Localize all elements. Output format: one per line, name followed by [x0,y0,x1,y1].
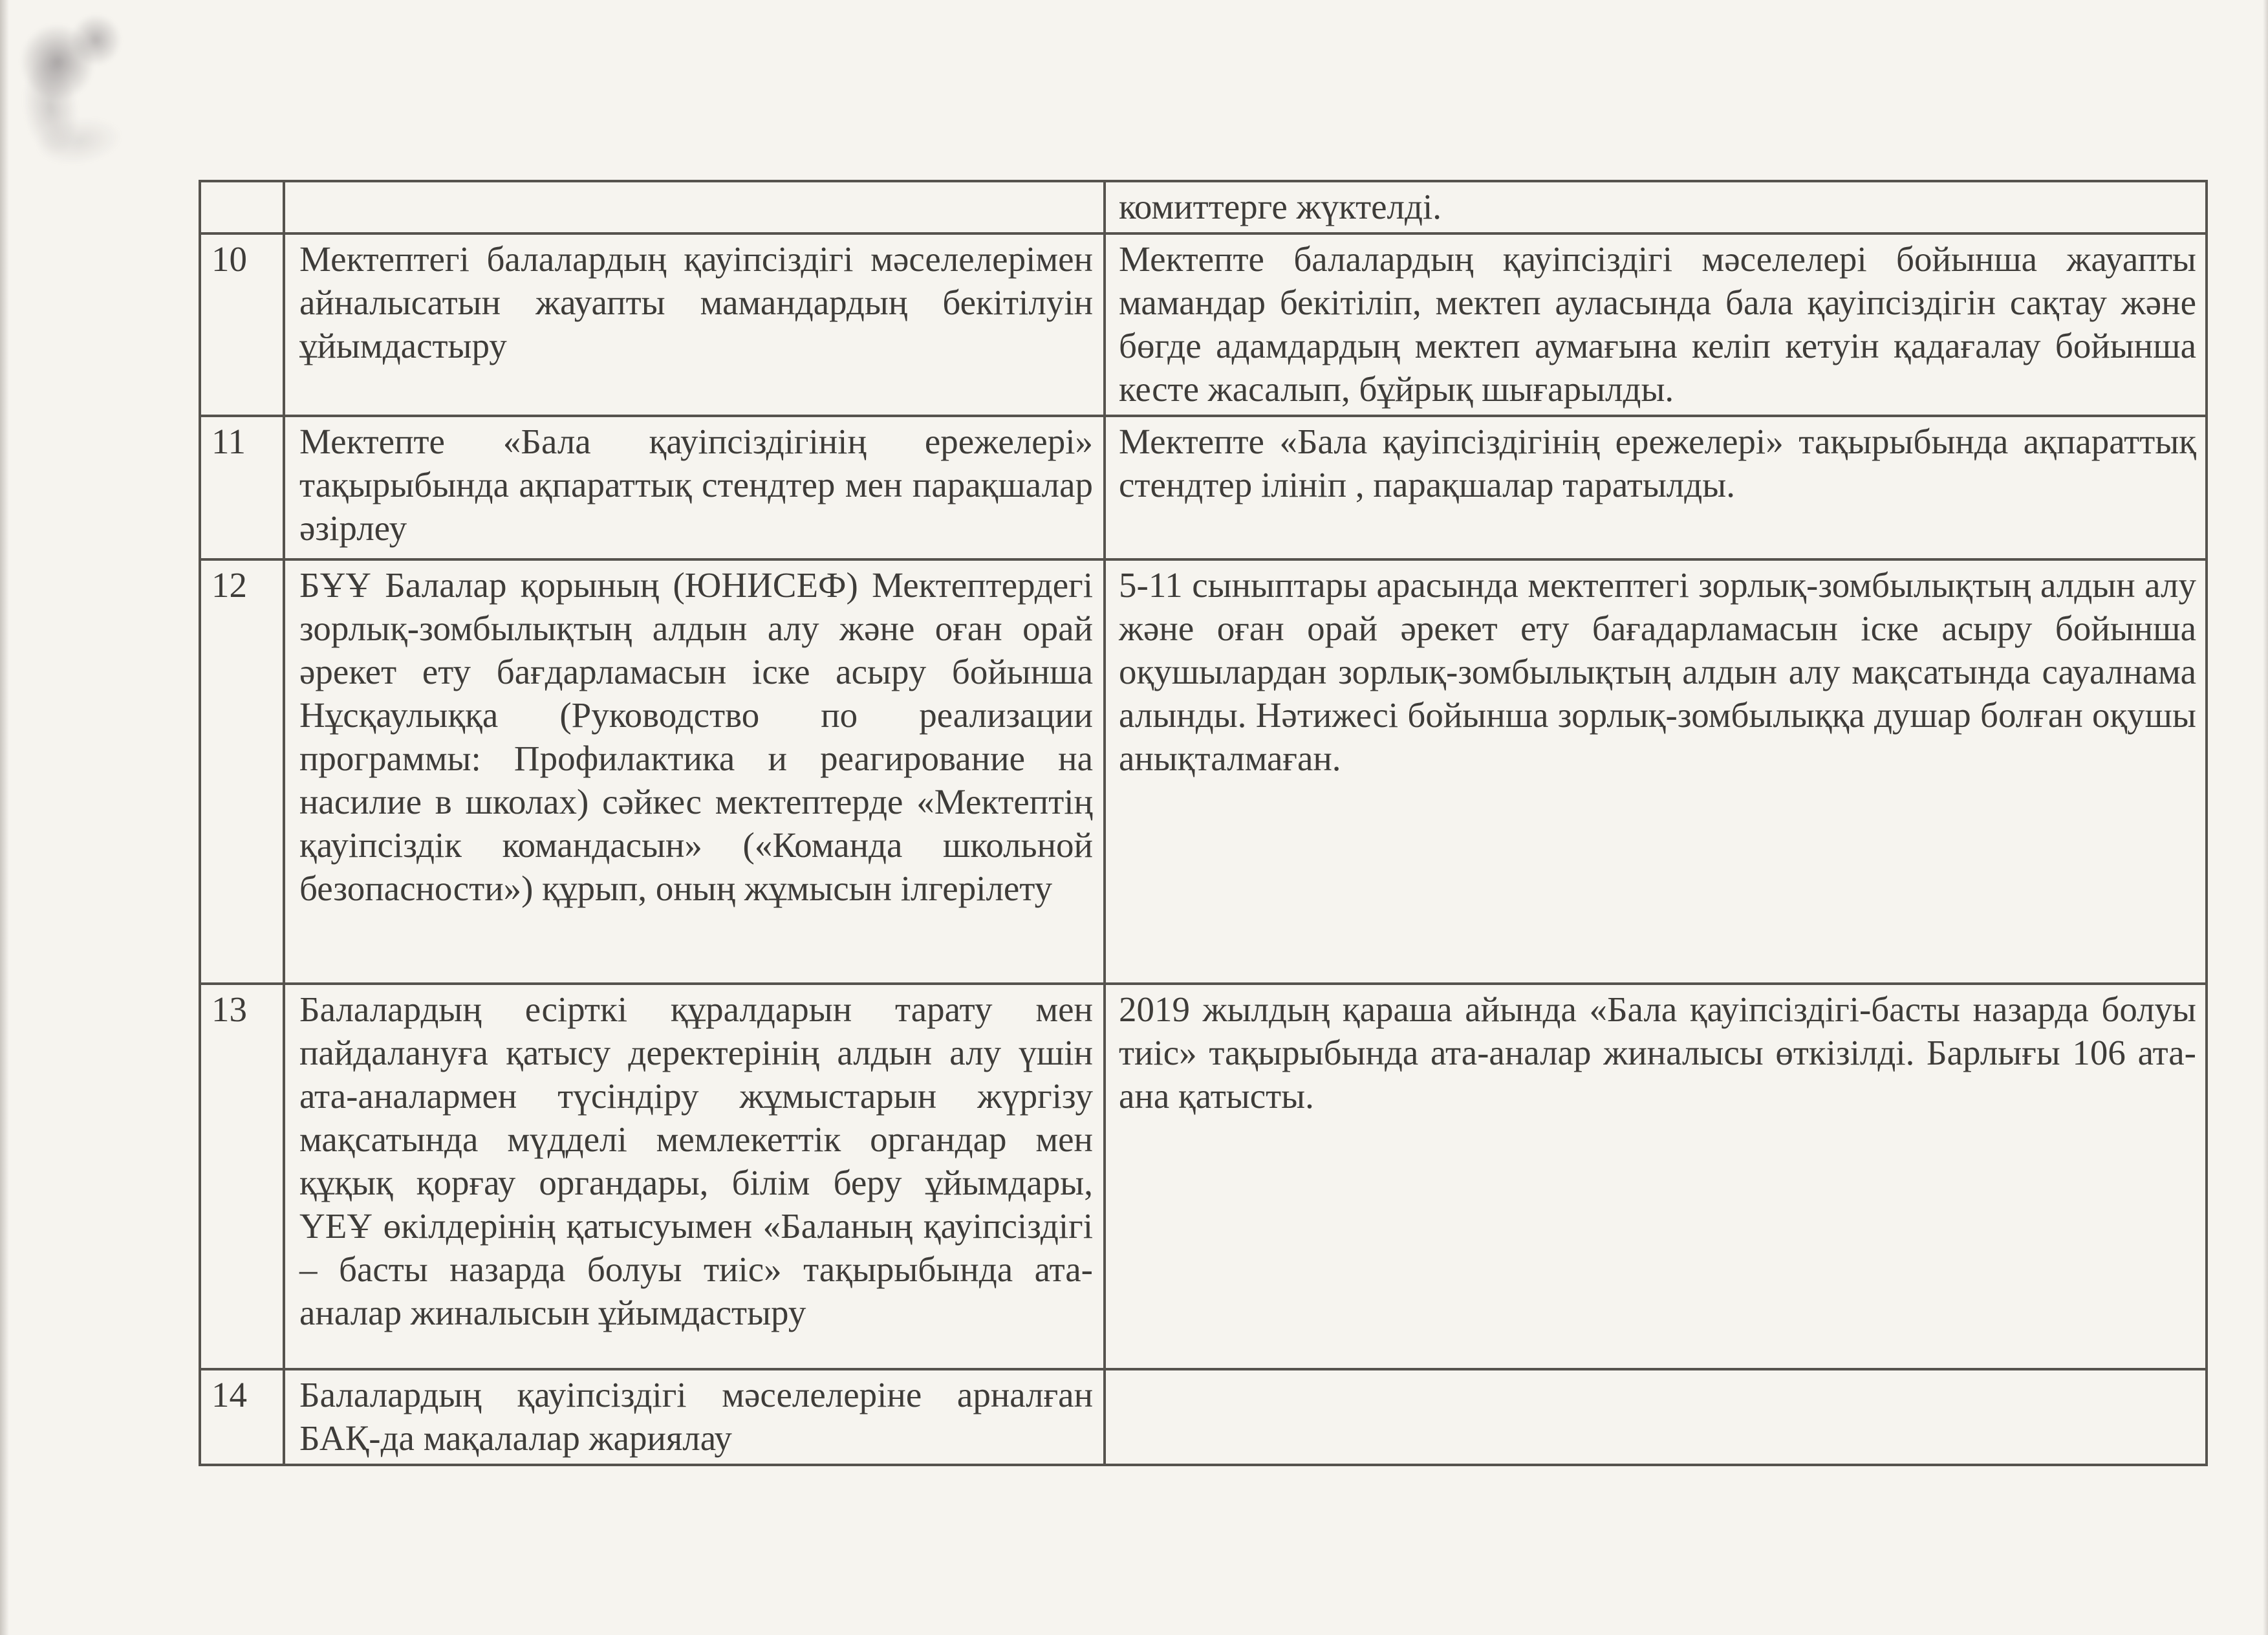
result-cell: комиттерге жүктелді. [1105,181,2207,233]
activity-cell: Мектептегі балалардың қауіпсіздігі мәселелерімен айналысатын жауапты мамандардың бекітілуін ұйымдастыру [284,233,1105,416]
row-number-cell [200,181,284,233]
scan-edge-shadow-left [0,0,9,1635]
result-cell: Мектепте «Бала қауіпсіздігінің ережелері» тақырыбында ақпараттық стендтер ілініп , парақшалар таратылды. [1105,416,2207,559]
ink-smudge-artifact [0,0,150,183]
table-row [200,233,2207,416]
row-number-cell: 11 [200,416,284,559]
activity-cell: Балалардың қауіпсіздігі мәселелеріне арналған БАҚ-да мақалалар жариялау [284,1369,1105,1465]
result-cell: Мектепте балалардың қауіпсіздігі мәселелері бойынша жауапты мамандар бекітіліп, мектеп ауласында бала қауіпсіздігін сақтау және бөгде адамдардың мектеп аумағына келіп кетуін қадағалау бойынша кесте жасалып, бұйрық шығарылды. [1105,233,2207,416]
row-number-cell: 10 [200,233,284,416]
table-row [200,559,2207,984]
row-number-cell: 12 [200,559,284,984]
activity-cell: Балалардың есірткі құралдарын тарату мен пайдалануға қатысу деректерінің алдын алу үшін ата-аналармен түсіндіру жұмыстарын жүргізу мақсатында мүдделі мемлекеттік органдар мен құқық қорғау органдары, білім беру ұйымдары, ҮЕҰ өкілдерінің қатысуымен «Баланың қауіпсіздігі – басты назарда болуы тиіс» тақырыбында ата-аналар жиналысын ұйымдастыру [284,984,1105,1369]
table-row [200,416,2207,559]
result-cell [1105,1369,2207,1465]
table-row [200,984,2207,1369]
result-cell: 5-11 сыныптары арасында мектептегі зорлық-зомбылықтың алдын алу және оған орай әрекет ету бағадарламасын іске асыру бойынша оқушылардан зорлық-зомбылықтың алдын алу мақсатында сауалнама алынды. Нәтижесі бойынша зорлық-зомбылыққа душар болған оқушы анықталмаған. [1105,559,2207,984]
result-cell: 2019 жылдың қараша айында «Бала қауіпсіздігі-басты назарда болуы тиіс» тақырыбында ата-аналар жиналысы өткізілді. Барлығы 106 ата-ана қатысты. [1105,984,2207,1369]
activity-cell: Мектепте «Бала қауіпсіздігінің ережелері» тақырыбында ақпараттық стендтер мен парақшалар әзірлеу [284,416,1105,559]
table-row [200,181,2207,233]
row-number-cell: 13 [200,984,284,1369]
activities-results-table [199,180,2208,1466]
scan-edge-shadow-right [2263,0,2268,1635]
activity-cell: БҰҰ Балалар қорының (ЮНИСЕФ) Мектептердегі зорлық-зомбылықтың алдын алу және оған орай әрекет ету бағдарламасын іске асыру бойынша Нұсқаулыққа (Руководство по реализации программы: Профилактика и реагирование на насилие в школах) сәйкес мектептерде «Мектептің қауіпсіздік командасын» («Команда школьной безопасности») құрып, оның жұмысын ілгерілету [284,559,1105,984]
table-row [200,1369,2207,1465]
row-number-cell: 14 [200,1369,284,1465]
activity-cell [284,181,1105,233]
